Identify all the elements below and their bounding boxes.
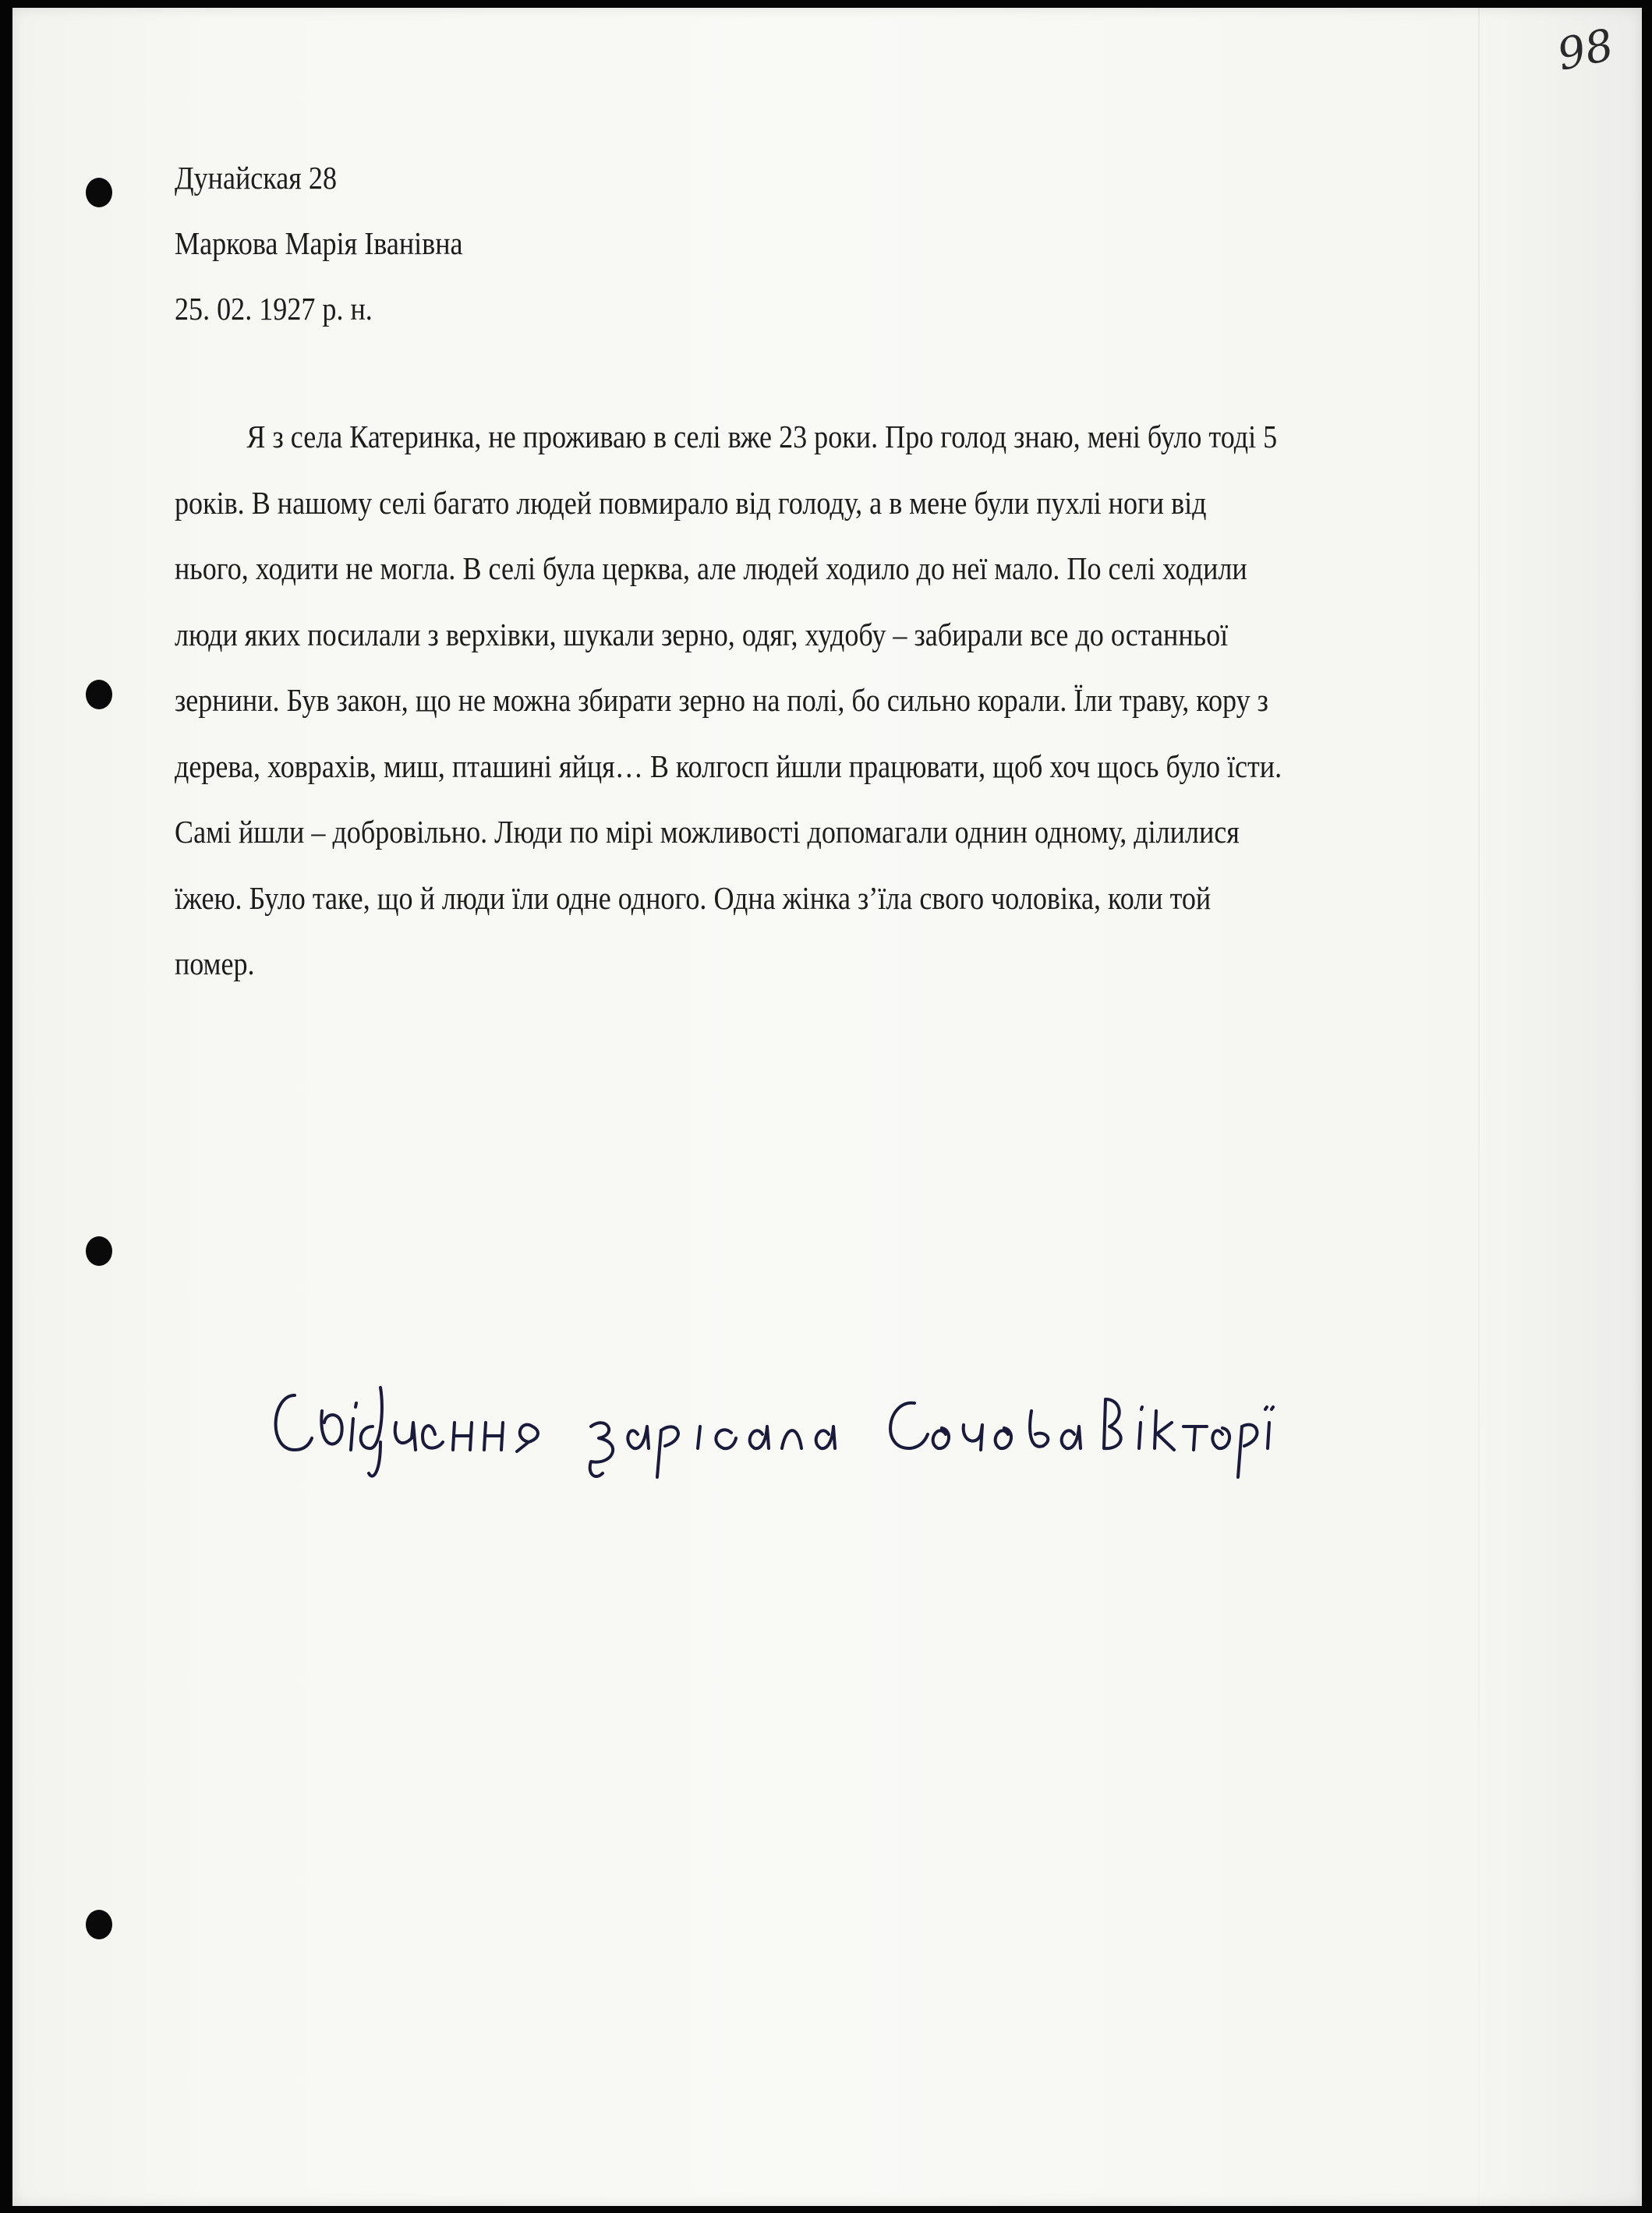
body-line: Самі йшли – добровільно. Люди по мірі можливості допомагали однин одному, ділилися — [175, 814, 1240, 850]
body-line: років. В нашому селі багато людей повмирало від голоду, а в мене були пухлі ноги від — [175, 484, 1207, 521]
page-number: 98 — [1553, 19, 1618, 81]
birth-date-line: 25. 02. 1927 р. н. — [175, 291, 373, 327]
body-line: зернини. Був закон, що не можна збирати зерно на полі, бо сильно корали. Їли траву, кору з — [175, 682, 1268, 718]
document-page — [12, 8, 1642, 2206]
body-line: помер. — [175, 946, 255, 981]
signature-drawing — [264, 1364, 1277, 1489]
testimony-text — [175, 404, 1492, 997]
punch-hole — [86, 680, 112, 709]
punch-hole — [86, 1910, 112, 1939]
punch-hole — [86, 178, 112, 207]
body-line: їжею. Було таке, що й люди їли одне одного. Одна жінка з’їла свого чоловіка, коли той — [175, 879, 1212, 916]
name-line: Маркова Марія Іванівна — [175, 225, 463, 261]
address-line: Дунайская 28 — [175, 160, 337, 196]
punch-hole — [86, 1236, 112, 1266]
page-fold — [1478, 8, 1480, 2206]
handwritten-signature — [264, 1364, 1277, 1489]
body-line: нього, ходити не могла. В селі була церква, але людей ходило до неї мало. По селі ходили — [175, 550, 1247, 586]
body-line: люди яких посилали з верхівки, шукали зерно, одяг, худобу – забирали все до останньої — [175, 616, 1229, 652]
body-line: дерева, ховрахів, миш, пташині яйця… В колгосп йшли працювати, щоб хоч щось було їсти. — [175, 748, 1282, 784]
body-line: Я з села Катеринка, не проживаю в селі вже 23 роки. Про голод знаю, мені було тоді 5 — [246, 419, 1278, 454]
